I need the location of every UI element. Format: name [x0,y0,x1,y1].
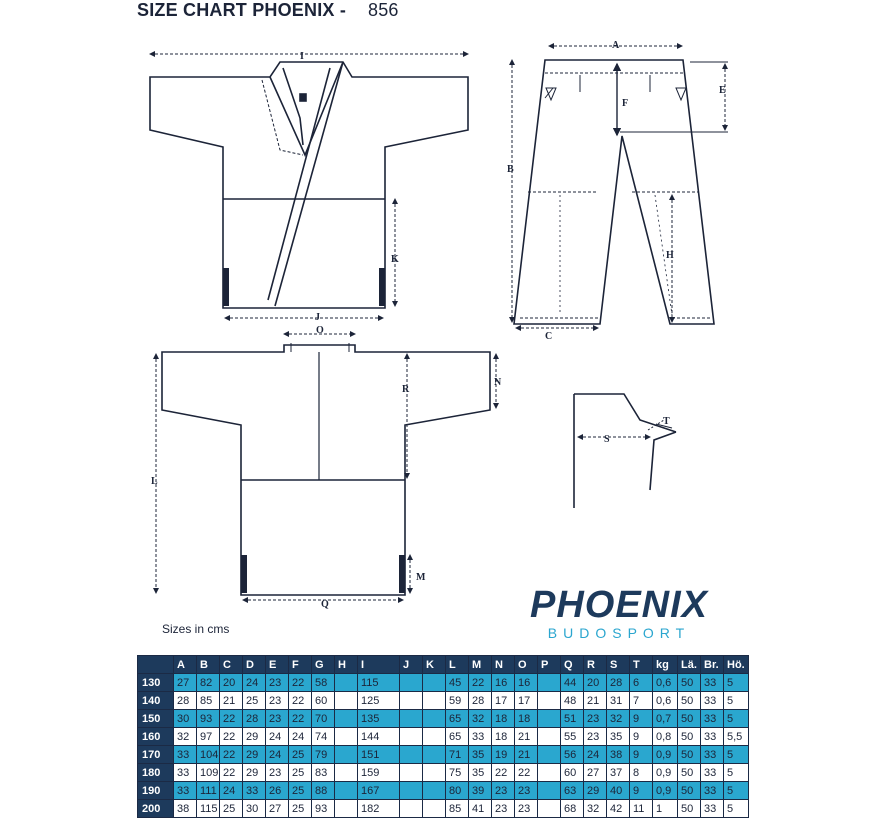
table-cell: 23 [266,710,289,728]
table-cell: 33 [469,728,492,746]
table-cell: 7 [630,692,653,710]
table-cell [423,782,446,800]
column-header: Hö. [724,656,749,674]
table-cell: 5 [724,674,749,692]
table-cell: 65 [446,728,469,746]
table-cell: 50 [678,782,701,800]
table-cell: 25 [289,800,312,818]
table-cell: 58 [312,674,335,692]
table-cell: 50 [678,764,701,782]
table-cell: 82 [197,674,220,692]
table-cell: 21 [515,746,538,764]
table-cell: 109 [197,764,220,782]
table-cell: 8 [630,764,653,782]
column-header: E [266,656,289,674]
table-cell [538,800,561,818]
label-E: E [719,85,726,96]
column-header: R [584,656,607,674]
table-cell: 22 [289,710,312,728]
table-cell: 0,6 [653,674,678,692]
table-cell: 17 [492,692,515,710]
table-cell [538,692,561,710]
size-label: 150 [138,710,174,728]
label-T: T [663,416,670,427]
table-cell: 39 [469,782,492,800]
table-cell: 35 [469,764,492,782]
brand-logo [503,585,735,641]
table-cell: 22 [469,674,492,692]
table-cell [538,764,561,782]
table-cell: 27 [174,674,197,692]
table-cell: 93 [197,710,220,728]
table-cell: 135 [358,710,400,728]
table-row [138,746,749,764]
table-cell: 22 [289,692,312,710]
table-cell: 33 [701,746,724,764]
table-cell: 50 [678,710,701,728]
table-cell: 23 [266,692,289,710]
label-B: B [507,164,514,175]
table-cell: 0,8 [653,728,678,746]
table-row [138,674,749,692]
table-cell: 50 [678,674,701,692]
size-table-header [138,656,749,674]
column-header [138,656,174,674]
table-cell: 27 [584,764,607,782]
table-cell: 51 [561,710,584,728]
table-cell: 26 [266,782,289,800]
table-cell [538,782,561,800]
table-cell: 167 [358,782,400,800]
size-label: 140 [138,692,174,710]
size-label: 160 [138,728,174,746]
table-row [138,782,749,800]
table-cell: 50 [678,728,701,746]
table-cell: 33 [243,782,266,800]
label-H: H [666,250,674,261]
table-cell: 33 [701,764,724,782]
label-R: R [402,384,410,395]
table-cell [400,746,423,764]
table-cell: 80 [446,782,469,800]
table-cell: 23 [266,764,289,782]
table-cell: 5 [724,800,749,818]
pants-diagram [512,46,728,328]
column-header: B [197,656,220,674]
column-header: Q [561,656,584,674]
table-cell [400,764,423,782]
table-cell: 21 [220,692,243,710]
table-cell: 23 [492,800,515,818]
title-text: SIZE CHART PHOENIX - [137,0,347,20]
column-header: A [174,656,197,674]
label-J: J [315,312,320,323]
label-C: C [545,331,553,342]
table-cell: 20 [584,674,607,692]
size-label: 180 [138,764,174,782]
size-label: 170 [138,746,174,764]
table-cell [423,674,446,692]
table-row [138,692,749,710]
table-cell: 111 [197,782,220,800]
column-header: F [289,656,312,674]
table-cell: 33 [701,800,724,818]
table-cell: 44 [561,674,584,692]
table-cell: 97 [197,728,220,746]
table-cell: 37 [607,764,630,782]
table-cell: 22 [492,764,515,782]
table-cell: 24 [266,746,289,764]
column-header: S [607,656,630,674]
table-cell [423,728,446,746]
column-header: K [423,656,446,674]
table-cell: 45 [446,674,469,692]
table-cell: 85 [197,692,220,710]
table-cell: 50 [678,746,701,764]
table-cell: 35 [469,746,492,764]
table-cell: 59 [446,692,469,710]
table-cell [400,674,423,692]
label-F: F [622,98,629,109]
label-K: K [391,254,399,265]
table-cell: 22 [289,674,312,692]
table-cell: 85 [446,800,469,818]
column-header: O [515,656,538,674]
table-cell: 25 [243,692,266,710]
column-header: T [630,656,653,674]
table-cell: 18 [515,710,538,728]
table-cell: 88 [312,782,335,800]
brand-name: PHOENIX [529,584,709,626]
table-cell: 25 [289,764,312,782]
label-O: O [316,325,324,336]
size-label: 190 [138,782,174,800]
table-cell: 60 [561,764,584,782]
table-cell: 9 [630,782,653,800]
column-header: I [358,656,400,674]
table-cell [335,800,358,818]
table-cell [400,710,423,728]
table-cell [538,710,561,728]
table-cell: 32 [584,800,607,818]
table-cell: 38 [174,800,197,818]
table-cell: 24 [220,782,243,800]
table-cell: 28 [174,692,197,710]
table-cell: 68 [561,800,584,818]
table-cell: 33 [174,746,197,764]
table-cell: 21 [515,728,538,746]
table-cell: 22 [220,764,243,782]
table-cell: 24 [266,728,289,746]
table-row [138,764,749,782]
table-cell: 29 [243,746,266,764]
table-cell: 22 [220,728,243,746]
table-cell: 23 [584,710,607,728]
table-cell: 27 [266,800,289,818]
table-cell: 18 [492,728,515,746]
table-cell: 0,9 [653,782,678,800]
table-cell: 0,7 [653,710,678,728]
label-M: M [416,572,426,583]
table-cell: 22 [220,710,243,728]
table-cell: 33 [701,782,724,800]
table-cell: 0,9 [653,764,678,782]
table-cell [538,674,561,692]
table-cell: 30 [243,800,266,818]
table-cell: 28 [607,674,630,692]
table-cell: 33 [701,692,724,710]
table-cell [335,674,358,692]
table-cell: 182 [358,800,400,818]
table-cell: 32 [607,710,630,728]
table-cell: 28 [243,710,266,728]
table-cell [335,692,358,710]
table-cell: 1 [653,800,678,818]
table-cell: 23 [492,782,515,800]
table-row [138,800,749,818]
sizes-note: Sizes in cms [162,622,230,636]
table-cell: 22 [220,746,243,764]
table-cell: 70 [312,710,335,728]
table-cell: 42 [607,800,630,818]
table-cell: 5 [724,746,749,764]
table-cell: 33 [701,728,724,746]
table-cell [400,800,423,818]
jacket-front-diagram [150,54,468,318]
table-cell: 9 [630,746,653,764]
table-cell: 5 [724,710,749,728]
table-cell: 115 [358,674,400,692]
column-header: H [335,656,358,674]
table-cell: 50 [678,692,701,710]
label-A: A [612,40,620,51]
table-cell [423,746,446,764]
table-cell: 23 [266,674,289,692]
column-header: L [446,656,469,674]
table-cell [335,746,358,764]
column-header: G [312,656,335,674]
table-cell: 115 [197,800,220,818]
collar-detail-diagram [574,394,676,508]
table-cell [423,800,446,818]
column-header: M [469,656,492,674]
table-cell: 23 [584,728,607,746]
table-cell [335,728,358,746]
column-header: C [220,656,243,674]
table-cell: 25 [289,782,312,800]
column-header: Br. [701,656,724,674]
table-cell: 30 [174,710,197,728]
table-cell: 5 [724,692,749,710]
table-cell: 0,6 [653,692,678,710]
table-cell: 48 [561,692,584,710]
table-cell [400,692,423,710]
table-cell [400,728,423,746]
table-cell: 17 [515,692,538,710]
column-header: D [243,656,266,674]
label-N: N [494,377,502,388]
table-cell [538,746,561,764]
table-cell [400,782,423,800]
table-cell: 16 [515,674,538,692]
column-header: P [538,656,561,674]
table-cell: 125 [358,692,400,710]
table-cell [335,710,358,728]
column-header: J [400,656,423,674]
table-cell: 74 [312,728,335,746]
label-I: I [300,51,304,62]
table-cell: 22 [515,764,538,782]
table-cell: 31 [607,692,630,710]
table-cell: 33 [174,764,197,782]
table-cell: 24 [243,674,266,692]
table-cell: 63 [561,782,584,800]
table-cell: 25 [289,746,312,764]
table-cell: 159 [358,764,400,782]
size-label: 200 [138,800,174,818]
table-cell: 16 [492,674,515,692]
table-cell: 56 [561,746,584,764]
table-cell: 5 [724,782,749,800]
table-cell [423,764,446,782]
table-row [138,710,749,728]
size-table [137,655,749,818]
table-cell: 65 [446,710,469,728]
table-cell: 29 [243,728,266,746]
table-cell: 23 [515,800,538,818]
table-cell: 32 [174,728,197,746]
table-cell: 24 [584,746,607,764]
table-cell: 35 [607,728,630,746]
table-cell: 20 [220,674,243,692]
table-cell [423,710,446,728]
table-cell: 55 [561,728,584,746]
table-cell: 9 [630,710,653,728]
table-cell: 18 [492,710,515,728]
table-cell: 21 [584,692,607,710]
jacket-back-diagram [156,334,496,600]
table-cell: 144 [358,728,400,746]
table-cell: 29 [243,764,266,782]
table-cell [335,782,358,800]
model-number: 856 [368,0,399,20]
table-cell: 151 [358,746,400,764]
table-cell: 5,5 [724,728,749,746]
size-label: 130 [138,674,174,692]
table-cell [335,764,358,782]
table-cell: 33 [701,710,724,728]
table-cell: 11 [630,800,653,818]
column-header: N [492,656,515,674]
table-cell: 75 [446,764,469,782]
table-cell: 33 [174,782,197,800]
table-cell: 25 [220,800,243,818]
column-header: kg [653,656,678,674]
table-cell [423,692,446,710]
label-Q: Q [321,599,329,610]
table-cell: 29 [584,782,607,800]
table-cell: 23 [515,782,538,800]
table-cell: 93 [312,800,335,818]
table-cell: 41 [469,800,492,818]
table-cell: 104 [197,746,220,764]
label-S: S [604,434,610,445]
table-cell: 79 [312,746,335,764]
label-L: L [151,476,158,487]
table-cell: 40 [607,782,630,800]
table-cell: 60 [312,692,335,710]
table-cell: 5 [724,764,749,782]
table-cell: 28 [469,692,492,710]
table-cell: 50 [678,800,701,818]
table-cell: 0,9 [653,746,678,764]
brand-subtitle: BUDOSPORT [547,625,691,641]
table-cell: 38 [607,746,630,764]
table-cell: 32 [469,710,492,728]
table-cell: 24 [289,728,312,746]
table-cell: 33 [701,674,724,692]
table-cell [538,728,561,746]
table-cell: 71 [446,746,469,764]
table-cell: 6 [630,674,653,692]
table-row [138,728,749,746]
table-cell: 19 [492,746,515,764]
column-header: Lä. [678,656,701,674]
table-cell: 83 [312,764,335,782]
table-cell: 9 [630,728,653,746]
